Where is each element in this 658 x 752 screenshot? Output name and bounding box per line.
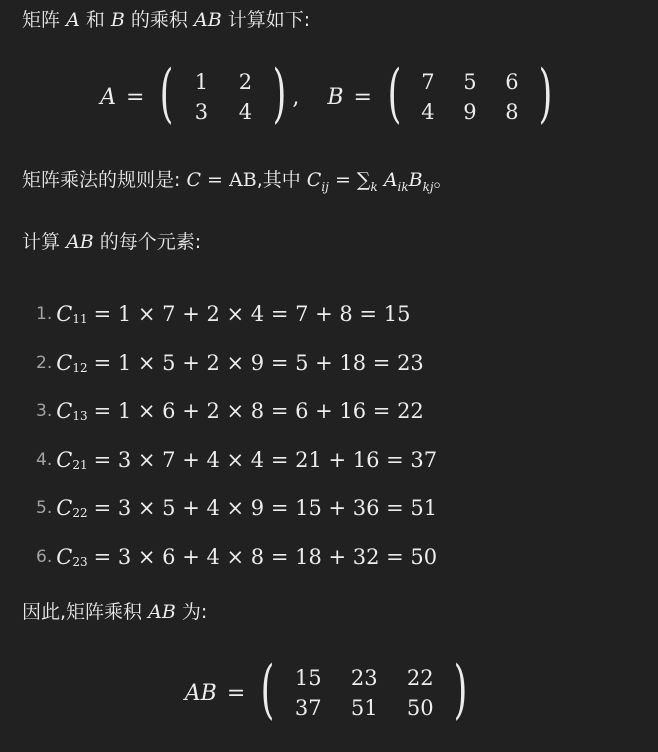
heading-text: 的每个元素: (99, 231, 202, 253)
intro-text: 矩阵 (22, 9, 61, 31)
matrix-cell: 3 (194, 100, 209, 124)
math-subscript: 21 (72, 457, 88, 472)
math-ab: AB (193, 9, 222, 31)
math-ab: AB (148, 601, 176, 623)
math-c: C (56, 496, 73, 521)
matrix-cell: 2 (238, 70, 253, 94)
math-cij: C (306, 169, 322, 191)
rule-text: 。 (433, 169, 453, 191)
intro-text: 计算如下: (227, 9, 311, 31)
math-expression: = 1 × 5 + 2 × 9 = 5 + 18 = 23 (93, 350, 424, 375)
list-number: 4. (36, 449, 53, 470)
matrix-a-name: A (100, 84, 116, 110)
math-subscript: 12 (72, 360, 88, 375)
matrix-cell: 4 (421, 100, 435, 124)
steps-list (36, 290, 437, 581)
math-subscript: k (370, 180, 378, 194)
list-item (36, 484, 437, 533)
heading-text: 计算 (22, 231, 61, 253)
rule-text: ,其中 (256, 169, 301, 191)
matrix-b-equation: B = ( 7 5 6 4 9 8 ) (327, 57, 553, 131)
math-subscript: ij (321, 180, 329, 194)
rule-paragraph (22, 166, 453, 196)
math-a: A (66, 9, 80, 31)
math-c: C (56, 544, 73, 569)
math-expression: = 1 × 6 + 2 × 8 = 6 + 16 = 22 (93, 399, 424, 424)
conclusion-text: 因此,矩阵乘积 (22, 601, 143, 623)
list-number: 2. (36, 352, 53, 373)
rule-text: 矩阵乘法的规则是: (22, 169, 181, 191)
matrix-cell: 8 (505, 100, 519, 124)
math-c: C (56, 399, 73, 424)
compute-heading (22, 228, 201, 256)
list-item (36, 339, 437, 388)
math-eq-ab: = AB (207, 169, 257, 191)
matrix-cell: 50 (406, 696, 434, 720)
matrix-cell: 22 (406, 666, 434, 690)
conclusion-text: 为: (181, 601, 208, 623)
matrices-display (0, 57, 658, 134)
math-subscript: kj (422, 180, 434, 194)
matrix-cell: 15 (294, 666, 322, 690)
list-number: 5. (36, 498, 53, 519)
matrix-a-equation: A = ( 1 2 3 4 ) , (100, 57, 300, 131)
math-subscript: 22 (72, 506, 88, 521)
matrix-cell: 51 (350, 696, 378, 720)
math-c: C (56, 302, 73, 327)
list-item (36, 290, 437, 339)
result-display (0, 653, 658, 730)
math-c: C (56, 447, 73, 472)
math-bkj: B (408, 169, 423, 191)
list-item (36, 533, 437, 582)
math-c: C (186, 169, 201, 191)
math-ab: AB (66, 231, 94, 253)
result-matrix (280, 663, 448, 723)
list-item (36, 387, 437, 436)
matrix-cell: 1 (194, 70, 209, 94)
math-expression: = 1 × 7 + 2 × 4 = 7 + 8 = 15 (93, 302, 411, 327)
list-number: 6. (36, 546, 53, 567)
matrix-cell: 5 (463, 70, 477, 94)
matrix-a (179, 67, 267, 127)
list-number: 1. (36, 304, 53, 325)
result-equation: AB = ( 15 23 22 37 51 50 ) (184, 653, 468, 727)
list-item (36, 436, 437, 485)
matrix-b-name: B (327, 84, 344, 110)
intro-text: 和 (85, 9, 105, 31)
math-expression: = 3 × 7 + 4 × 4 = 21 + 16 = 37 (93, 447, 438, 472)
intro-text: 的乘积 (130, 9, 188, 31)
math-subscript: 11 (72, 312, 88, 327)
matrix-cell: 6 (505, 70, 519, 94)
matrix-b (407, 67, 533, 127)
matrix-cell: 23 (350, 666, 378, 690)
matrix-cell: 7 (421, 70, 435, 94)
math-expression: = 3 × 6 + 4 × 8 = 18 + 32 = 50 (93, 544, 438, 569)
matrix-cell: 4 (238, 100, 253, 124)
math-subscript: 13 (72, 409, 88, 424)
math-subscript: ik (397, 180, 409, 194)
math-c: C (56, 350, 73, 375)
math-subscript: 23 (72, 554, 88, 569)
matrix-cell: 9 (463, 100, 477, 124)
math-b: B (110, 9, 125, 31)
intro-paragraph (22, 6, 310, 34)
math-aik: A (383, 169, 398, 191)
conclusion-paragraph (22, 598, 207, 626)
math-sum: = ∑ (334, 169, 371, 191)
matrix-cell: 37 (294, 696, 322, 720)
math-expression: = 3 × 5 + 4 × 9 = 15 + 36 = 51 (93, 496, 438, 521)
list-number: 3. (36, 401, 53, 422)
result-name: AB (184, 680, 217, 706)
